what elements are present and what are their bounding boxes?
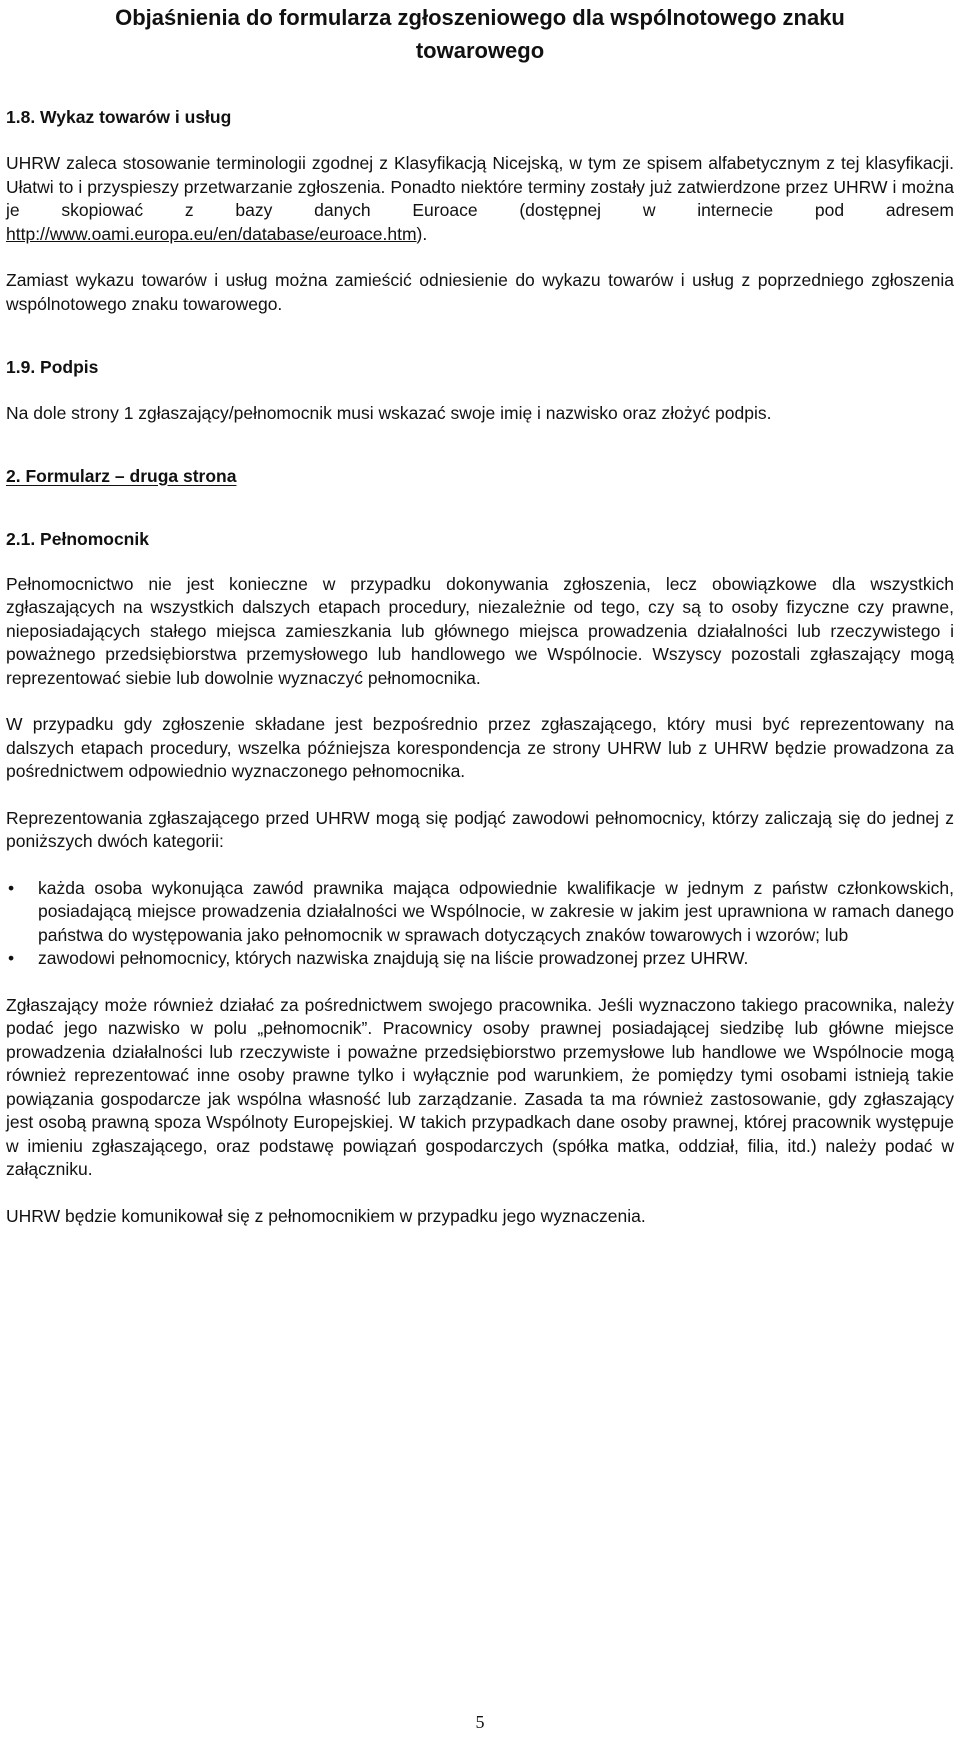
section-2-1-paragraph-1: Pełnomocnictwo nie jest konieczne w przypadku dokonywania zgłoszenia, lecz obowiązkowe dla wszystkich zgłaszających na wszystkich dalszych etapach procedury, niezależnie od tego, czy są to osoby fizyczne czy prawne, nieposiadających stałego miejsca zamieszkania lub głównego miejsca prowadzenia działalności lub rzeczywistego i poważnego przedsiębiorstwa przemysłowego lub handlowego we Wspólnocie. Wszyscy pozostali zgłaszający mogą reprezentować siebie lub dowolnie wyznaczyć pełnomocnika. — [6, 573, 954, 688]
section-1-9-heading: 1.9. Podpis — [6, 357, 99, 377]
section-2-1-paragraph-2: W przypadku gdy zgłoszenie składane jest bezpośrednio przez zgłaszającego, który musi być reprezentowany na dalszych etapach procedury, wszelka późniejsza korespondencja ze strony UHRW lub z UHRW będzie prowadzona za pośrednictwem odpowiednio wyznaczonego pełnomocnika. — [6, 714, 954, 781]
section-1-8-paragraph-1-text: UHRW zaleca stosowanie terminologii zgodnej z Klasyfikacją Nicejską, w tym ze spisem alfabetycznym z tej klasyfikacji. Ułatwi to i przyspieszy przetwarzanie zgłoszenia. Ponadto niektóre terminy zostały już zatwierdzone przez UHRW i można je skopiować z bazy danych Euroace (dostępnej w internecie pod adresem — [6, 153, 954, 220]
section-2-1-paragraph-3: Reprezentowania zgłaszającego przed UHRW mogą się podjąć zawodowi pełnomocnicy, którzy zaliczają się do jednej z poniższych dwóch kategorii: — [6, 807, 954, 851]
list-item-text: zawodowi pełnomocnicy, których nazwiska znajdują się na liście prowadzonej przez UHRW. — [38, 948, 749, 968]
document-title-line-2: towarowego — [415, 38, 545, 63]
document-title — [6, 0, 954, 67]
section-1-9-paragraph-1: Na dole strony 1 zgłaszający/pełnomocnik musi wskazać swoje imię i nazwisko oraz złożyć podpis. — [6, 403, 772, 423]
euroace-link[interactable]: http://www.oami.europa.eu/en/database/euroace.htm — [6, 223, 417, 244]
bullet-icon: • — [8, 948, 15, 968]
representative-categories-list — [6, 877, 954, 971]
section-1-8-paragraph-1-tail: ). — [416, 223, 428, 244]
section-2-heading: 2. Formularz – druga strona — [6, 465, 237, 486]
section-1-8-paragraph-2: Zamiast wykazu towarów i usług można zamieścić odniesienie do wykazu towarów i usług z poprzedniego zgłoszenia wspólnotowego znaku towarowego. — [6, 270, 954, 314]
page-number: 5 — [475, 1712, 485, 1732]
document-title-line-1: Objaśnienia do formularza zgłoszeniowego dla wspólnotowego znaku — [115, 5, 845, 30]
section-2-1-heading: 2.1. Pełnomocnik — [6, 528, 149, 549]
section-1-8-paragraph-1 — [6, 152, 954, 246]
section-2-1-paragraph-5: UHRW będzie komunikował się z pełnomocnikiem w przypadku jego wyznaczenia. — [6, 1205, 646, 1226]
list-item — [6, 947, 954, 971]
list-item-text: każda osoba wykonująca zawód prawnika mająca odpowiednie kwalifikacje w jednym z państw członkowskich, posiadającą miejsce prowadzenia działalności we Wspólnocie, w zakresie w jakim jest uprawniona w ramach danego państwa do występowania jako pełnomocnik w sprawach dotyczących znaków towarowych i wzorów; lub — [38, 877, 954, 945]
bullet-icon: • — [8, 877, 15, 898]
list-item — [6, 877, 954, 948]
section-2-1-paragraph-4: Zgłaszający może również działać za pośrednictwem swojego pracownika. Jeśli wyznaczono takiego pracownika, należy podać jego nazwisko w polu „pełnomocnik”. Pracownicy osoby prawnej posiadającej siedzibę lub główne miejsce prowadzenia działalności lub rzeczywiste i poważne przedsiębiorstwo przemysłowe lub handlowe we Wspólnocie mogą również reprezentować inne osoby prawne tylko i wyłącznie pod warunkiem, że pomiędzy tymi osobami istnieją takie powiązania gospodarcze jak wspólna własność lub zarządzanie. Zasada ta ma również zastosowanie, gdy zgłaszający jest osobą prawną spoza Wspólnoty Europejskiej. W takich przypadkach dane osoby prawnej, której pracownik występuje w imieniu zgłaszającego, oraz podstawę powiązań gospodarczych (spółka matka, oddział, filia, itd.) należy podać w załączniku. — [6, 994, 954, 1179]
section-1-8-heading: 1.8. Wykaz towarów i usług — [6, 107, 232, 127]
